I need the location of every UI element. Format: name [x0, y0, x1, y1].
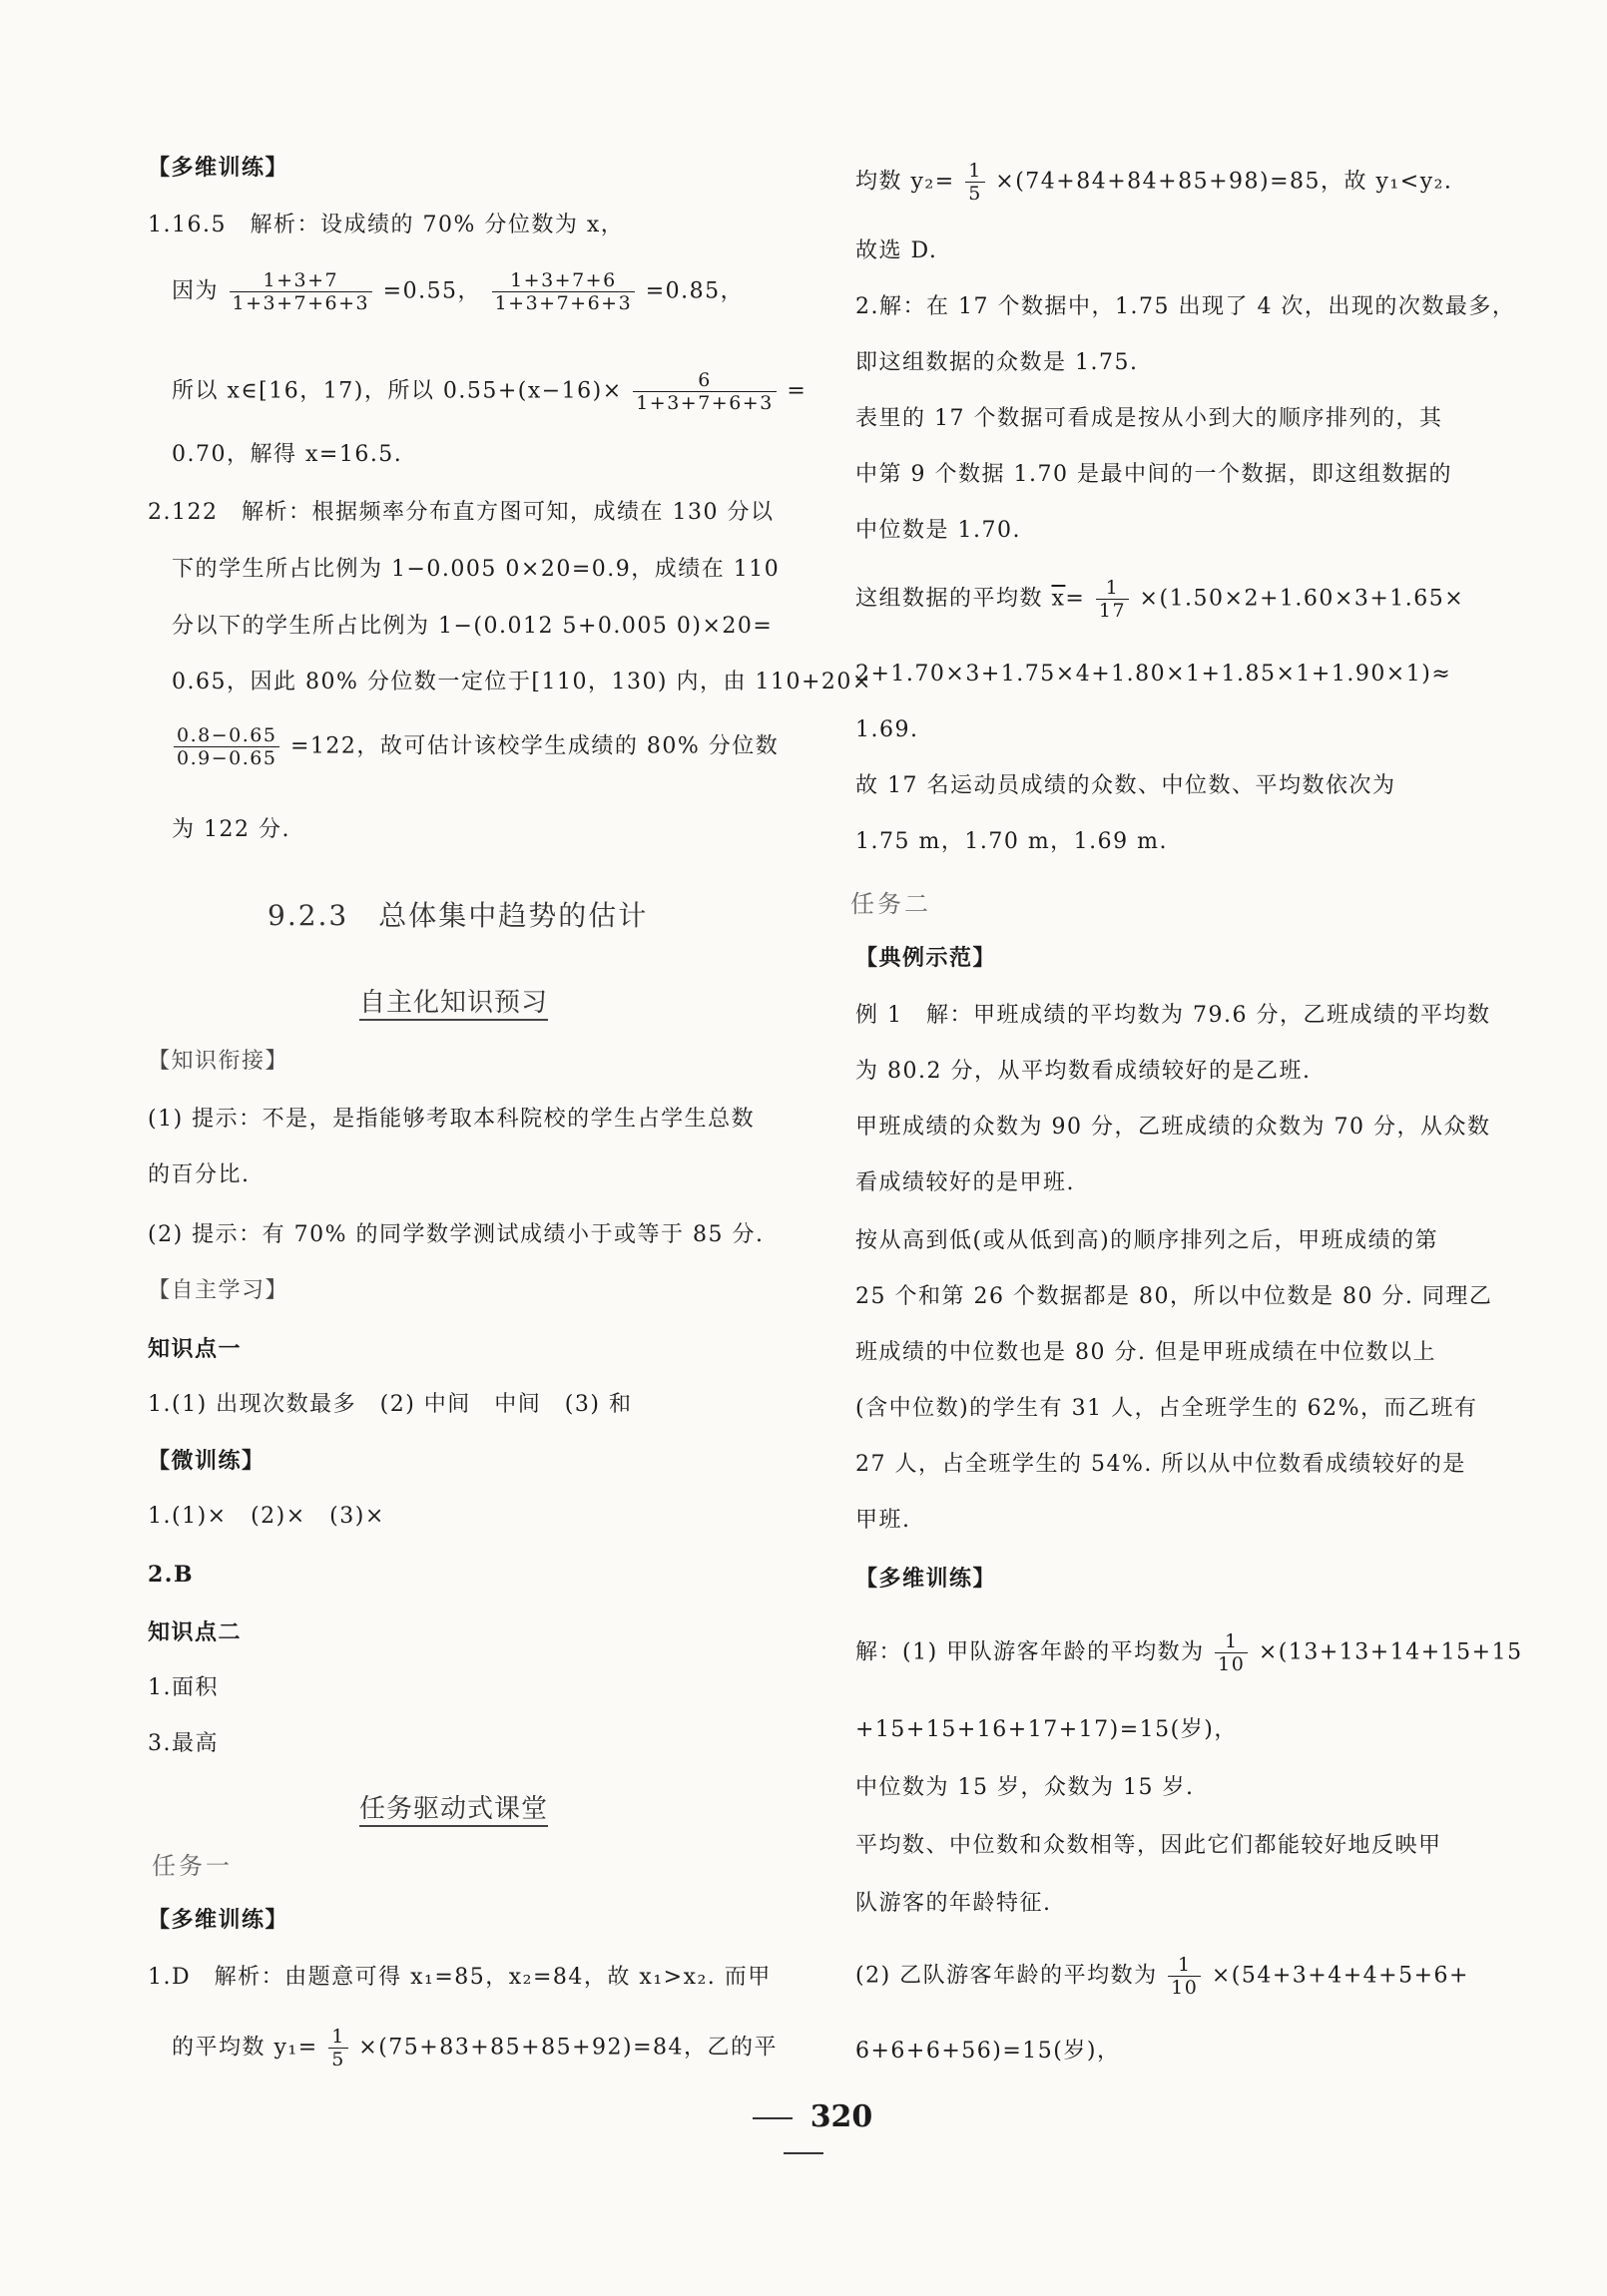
denominator: 10 — [1218, 1653, 1246, 1675]
denominator: 1+3+7+6+3 — [494, 292, 633, 314]
answer-line: 平均数、中位数和众数相等，因此它们都能较好地反映甲 — [855, 1833, 1442, 1858]
numerator: 1 — [965, 160, 985, 183]
answer-line: 为 80.2 分，从平均数看成绩较好的是乙班. — [855, 1059, 1312, 1084]
answer-line: 6+6+6+56)=15(岁)， — [855, 2039, 1121, 2064]
answer-line: 下的学生所占比例为 1−0.005 0×20=0.9，成绩在 110 — [172, 557, 781, 582]
answer-line: 甲班成绩的众数为 90 分，乙班成绩的众数为 70 分，从众数 — [855, 1115, 1491, 1140]
numerator: 1 — [1096, 577, 1129, 600]
answer-line: 例 1 解：甲班成绩的平均数为 79.6 分，乙班成绩的平均数 — [855, 1003, 1491, 1028]
heading-zhishi-xianjie: 【知识衔接】 — [148, 1049, 289, 1074]
denominator: 10 — [1171, 1977, 1199, 1999]
fraction — [965, 160, 985, 205]
denominator: 5 — [331, 2049, 345, 2070]
fraction — [1096, 577, 1129, 622]
answer-line-fraction — [172, 369, 806, 414]
answer-line: 1.69. — [855, 717, 919, 742]
answer-line: (2) 提示：有 70% 的同学数学测试成绩小于或等于 85 分. — [148, 1222, 765, 1247]
text: 均数 y₂= — [855, 169, 955, 195]
page-number-text: 320 — [809, 2099, 873, 2134]
heading-duowei-xunlian: 【多维训练】 — [855, 1566, 997, 1592]
answer-line: 看成绩较好的是甲班. — [855, 1170, 1075, 1195]
answer-line: +15+15+16+17+17)=15(岁)， — [855, 1717, 1238, 1742]
dash-right — [784, 2152, 823, 2154]
fraction — [1215, 1630, 1248, 1675]
numerator: 1 — [1168, 1954, 1201, 1977]
fraction — [230, 269, 373, 314]
answer-line-fraction — [855, 1954, 1469, 1999]
heading-dianli-shifan: 【典例示范】 — [855, 945, 997, 971]
heading-duowei-xunlian: 【多维训练】 — [148, 155, 289, 181]
numerator: 1+3+7+6 — [492, 269, 636, 292]
mean-symbol: $\overline{x}$ — [1051, 586, 1066, 612]
heading-duowei-xunlian: 【多维训练】 — [148, 1907, 289, 1933]
answer-line: 为 122 分. — [172, 817, 290, 842]
text: ×(74+84+84+85+98)=85，故 y₁<y₂. — [995, 169, 1453, 195]
answer-line: 分以下的学生所占比例为 1−(0.012 5+0.005 0)×20= — [172, 614, 774, 639]
answer-line-fraction — [855, 160, 1452, 205]
answer-line: 1.D 解析：由题意可得 x₁=85，x₂=84，故 x₁>x₂. 而甲 — [148, 1965, 772, 1990]
answer-line: 表里的 17 个数据可看成是按从小到大的顺序排列的，其 — [855, 406, 1443, 431]
fraction — [633, 369, 777, 414]
denominator: 17 — [1098, 600, 1127, 622]
knowledge-point-2: 知识点二 — [148, 1619, 243, 1645]
answer-line: 1.面积 — [148, 1675, 219, 1700]
answer-line-fraction — [172, 2026, 778, 2070]
answer-line: 班成绩的中位数也是 80 分. 但是甲班成绩在中位数以上 — [855, 1340, 1436, 1365]
text: 这组数据的平均数 — [855, 586, 1052, 612]
answer-line: 1.(1)× (2)× (3)× — [148, 1504, 385, 1529]
answer-line: 2.B — [148, 1562, 195, 1588]
answer-line: 1.75 m，1.70 m，1.69 m. — [855, 829, 1169, 854]
task-label: 任务一 — [152, 1852, 233, 1880]
numerator: 6 — [633, 369, 777, 392]
section-title: 9.2.3 总体集中趋势的估计 — [268, 899, 649, 932]
answer-line: 25 个和第 26 个数据都是 80，所以中位数是 80 分. 同理乙 — [855, 1284, 1493, 1309]
answer-line: 队游客的年龄特征. — [855, 1891, 1052, 1916]
answer-line: 中位数是 1.70. — [855, 518, 1021, 543]
denominator: 1+3+7+6+3 — [232, 292, 370, 314]
denominator: 1+3+7+6+3 — [636, 392, 774, 414]
text: 所以 x∈[16，17)，所以 0.55+(x−16)× — [172, 378, 623, 404]
fraction — [492, 269, 636, 314]
dash-left — [753, 2117, 793, 2119]
text: 的平均数 y₁= — [172, 2035, 318, 2061]
fraction — [1168, 1954, 1201, 1999]
answer-line-fraction — [855, 1630, 1523, 1675]
text: ×(1.50×2+1.60×3+1.65× — [1139, 586, 1465, 612]
answer-line: 0.70，解得 x=16.5. — [172, 442, 403, 467]
answer-line: 甲班. — [855, 1508, 911, 1533]
numerator: 1+3+7 — [230, 269, 373, 292]
answer-line: (1) 提示：不是，是指能够考取本科院校的学生占学生总数 — [148, 1107, 756, 1132]
answer-line: 的百分比. — [148, 1162, 251, 1187]
answer-line: 中位数为 15 岁，众数为 15 岁. — [855, 1775, 1195, 1800]
denominator: 0.9−0.65 — [177, 747, 277, 769]
fraction — [328, 2026, 348, 2070]
banner-classroom: 任务驱动式课堂 — [359, 1788, 548, 1827]
answer-line: 即这组数据的众数是 1.75. — [855, 350, 1139, 375]
denominator: 5 — [968, 183, 982, 205]
answer-line: 2.解：在 17 个数据中，1.75 出现了 4 次，出现的次数最多， — [855, 294, 1516, 319]
answer-line: 0.65，因此 80% 分位数一定位于[110，130) 内，由 110+20× — [172, 670, 872, 694]
answer-line: 27 人，占全班学生的 54%. 所以从中位数看成绩较好的是 — [855, 1452, 1466, 1477]
answer-line: 2+1.70×3+1.75×4+1.80×1+1.85×1+1.90×1)≈ — [855, 662, 1452, 687]
answer-line: 3.最高 — [148, 1731, 219, 1756]
answer-line: 1.16.5 解析：设成绩的 70% 分位数为 x， — [148, 213, 625, 237]
heading-zizhu-xuexi: 【自主学习】 — [148, 1278, 289, 1303]
answer-line-fraction — [172, 724, 779, 769]
text: =122，故可估计该校学生成绩的 80% 分位数 — [289, 733, 780, 759]
numerator: 1 — [1215, 1630, 1248, 1653]
text: 解：(1) 甲队游客年龄的平均数为 — [855, 1639, 1205, 1665]
text: = — [787, 378, 807, 404]
text: ×(13+13+14+15+15 — [1258, 1639, 1523, 1665]
heading-wei-xunlian: 【微训练】 — [148, 1448, 266, 1474]
page-number — [699, 2099, 908, 2169]
text: 因为 — [172, 278, 220, 304]
answer-line: 按从高到低(或从低到高)的顺序排列之后，甲班成绩的第 — [855, 1228, 1439, 1253]
text: ×(54+3+4+4+5+6+ — [1211, 1963, 1469, 1989]
knowledge-point-1: 知识点一 — [148, 1336, 243, 1362]
banner-preview: 自主化知识预习 — [359, 982, 548, 1021]
answer-line-fraction — [855, 577, 1464, 622]
text: (2) 乙队游客年龄的平均数为 — [855, 1963, 1158, 1989]
answer-line: 故 17 名运动员成绩的众数、中位数、平均数依次为 — [855, 773, 1396, 798]
answer-line: 中第 9 个数据 1.70 是最中间的一个数据，即这组数据的 — [855, 462, 1452, 487]
answer-line: 1.(1) 出现次数最多 (2) 中间 中间 (3) 和 — [148, 1392, 633, 1417]
answer-line: 2.122 解析：根据频率分布直方图可知，成绩在 130 分以 — [148, 500, 775, 525]
answer-line: 故选 D. — [855, 238, 938, 263]
answer-line-fraction — [172, 269, 744, 314]
text: =0.55， — [382, 278, 482, 304]
answer-line: (含中位数)的学生有 31 人，占全班学生的 62%，而乙班有 — [855, 1396, 1478, 1421]
fraction — [174, 724, 279, 769]
numerator: 0.8−0.65 — [174, 724, 279, 747]
text: = — [1065, 586, 1086, 612]
text: ×(75+83+85+85+92)=84，乙的平 — [358, 2035, 779, 2061]
numerator: 1 — [328, 2026, 348, 2049]
text: =0.85， — [645, 278, 745, 304]
task-label: 任务二 — [850, 890, 931, 918]
